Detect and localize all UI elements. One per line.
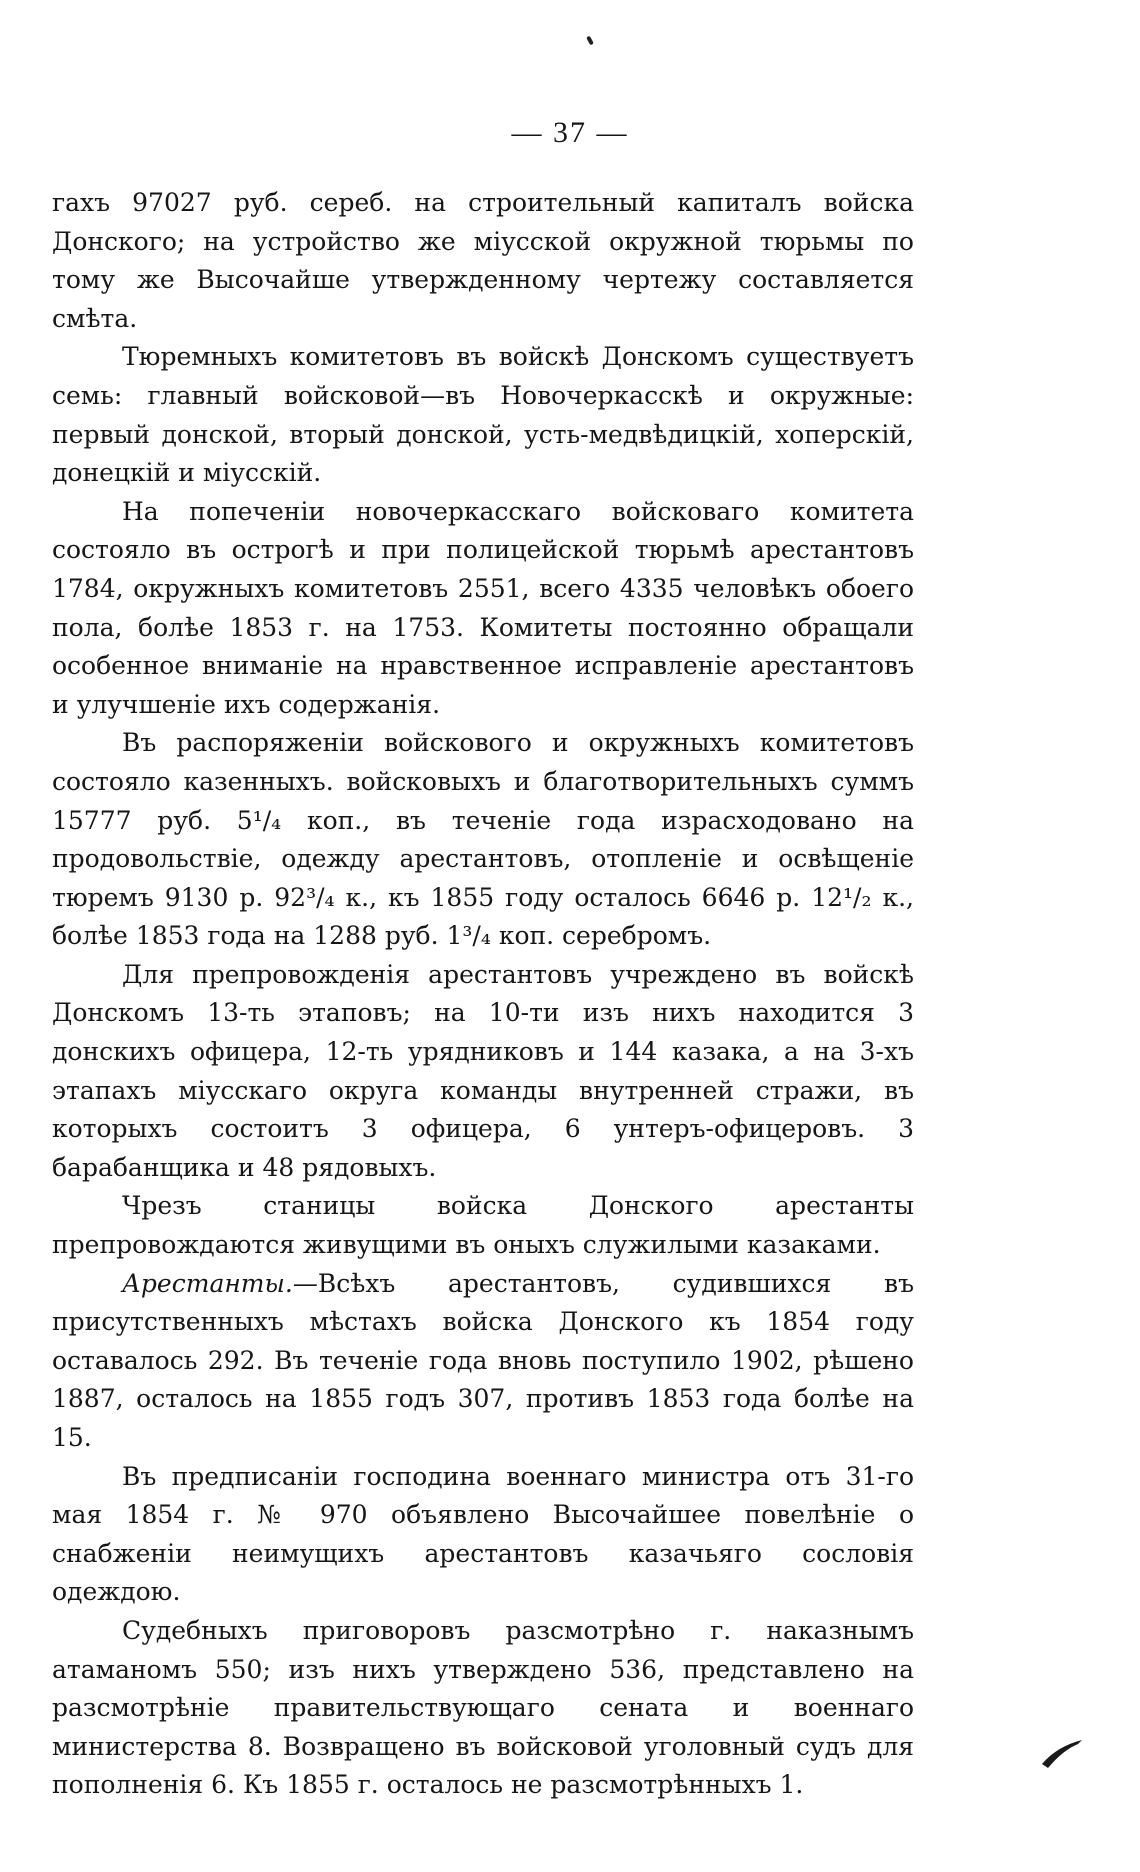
paragraph-1: гахъ 97027 руб. сереб. на строительный капиталъ войска Донского; на устройство же міусской окружной тюрьмы по тому же Высочайше утвержденному чертежу составляется смѣта. [52,188,914,333]
paragraph-9: Судебныхъ приговоровъ разсмотрѣно г. наказнымъ атаманомъ 550; изъ нихъ утверждено 536, представлено на разсмотрѣніе правительствующаго сената и военнаго министерства 8. Возвращено въ войсковой уголовный судъ для пополненія 6. Къ 1855 г. осталось не разсмотрѣнныхъ 1. [52,1615,914,1800]
pen-stroke-mark [1038,1734,1098,1774]
paragraph-7 [52,1265,914,1458]
paragraph-8: Въ предписаніи господина военнаго министра отъ 31-го мая 1854 г. № 970 объявлено Высочайшее повелѣніе о снабженіи неимущихъ арестантовъ казачьяго сословія одеждою. [52,1461,914,1607]
body-text [52,184,914,1805]
paragraph-7-body: —Всѣхъ арестантовъ, судившихся въ присутственныхъ мѣстахъ войска Донского къ 1854 году оставалось 292. Въ теченіе года вновь поступило 1902, рѣшено 1887, осталось на 1855 годъ 307, противъ 1853 года болѣе на 15. [52,1268,914,1452]
paragraph-2: Тюремныхъ комитетовъ въ войскѣ Донскомъ существуетъ семь: главный войсковой—въ Новочеркасскѣ и окружные: первый донской, вторый донской, усть-медвѣдицкій, хоперскій, донецкій и міусскій. [52,342,914,488]
paragraph-4: Въ распоряженіи войскового и окружныхъ комитетовъ состояло казенныхъ. войсковыхъ и благотворительныхъ суммъ 15777 руб. 5¹/₄ коп., въ теченіе года израсходовано на продовольствіе, одежду арестантовъ, отопленіе и освѣщеніе тюремъ 9130 р. 92³/₄ к., къ 1855 году осталось 6646 р. 12¹/₂ к., болѣе 1853 года на 1288 руб. 1³/₄ коп. серебромъ. [52,728,914,951]
stray-ink-mark [586,36,594,46]
paragraph-7-lead: Арестанты. [122,1268,293,1298]
paragraph-3: На попеченіи новочеркасскаго войсковаго комитета состояло въ острогѣ и при полицейской тюрьмѣ арестантовъ 1784, окружныхъ комитетовъ 2551, всего 4335 человѣкъ обоего пола, болѣе 1853 г. на 1753. Комитеты постоянно обращали особенное вниманіе на нравственное исправленіе арестантовъ и улучшеніе ихъ содержанія. [52,496,914,719]
paragraph-5: Для препровожденія арестантовъ учреждено въ войскѣ Донскомъ 13-ть этаповъ; на 10-ти изъ нихъ находится 3 донскихъ офицера, 12-ть урядниковъ и 144 казака, а на 3-хъ этапахъ міусскаго округа команды внутренней стражи, въ которыхъ состоитъ 3 офицера, 6 унтеръ-офицеровъ. 3 барабанщика и 48 рядовыхъ. [52,959,914,1182]
page-number: — 37 — [511,116,629,149]
paragraph-6: Чрезъ станицы войска Донского арестанты препровождаются живущими въ оныхъ служилыми казаками. [52,1191,914,1260]
